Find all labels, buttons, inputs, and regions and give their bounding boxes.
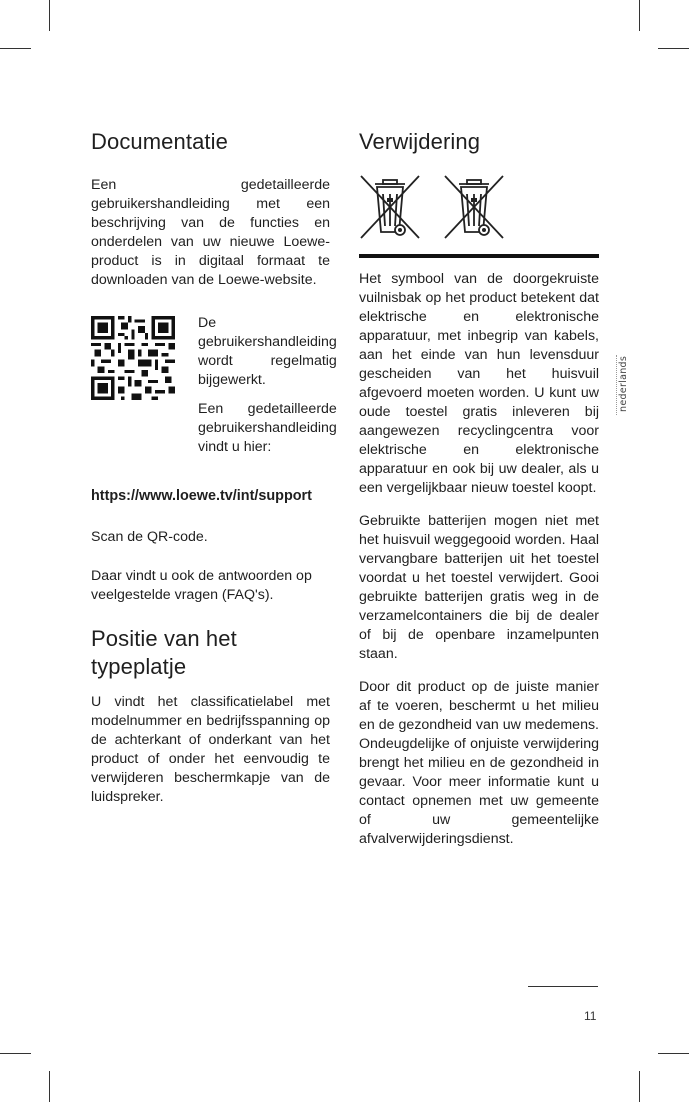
right-column (359, 128, 599, 863)
qr-text (198, 314, 337, 467)
support-link[interactable]: https://www.loewe.tv/int/support (91, 488, 312, 504)
weee-bar (359, 254, 599, 258)
typeplate-body: U vindt het classificatielabel met modelnummer en bedrijfsspanning op de achterkant of onderkant van het product of onder het eenvoudig te verwijderen beschermkapje van de luidspreker. (91, 694, 330, 805)
qr-code-icon (91, 314, 198, 467)
documentation-title: Documentatie (91, 129, 228, 154)
language-label-text: nederlands (618, 355, 629, 412)
qr-section (91, 314, 337, 467)
footer-rule (528, 986, 598, 987)
crop-mark (49, 1071, 50, 1102)
disposal-title: Verwijdering (359, 129, 481, 154)
crop-mark (639, 1071, 640, 1102)
crop-mark (658, 1053, 689, 1054)
crop-mark (49, 0, 50, 31)
weee-symbols (359, 174, 599, 240)
crop-mark (0, 48, 31, 49)
faq-text: Daar vindt u ook de antwoorden op veelgestelde vragen (FAQ's). (91, 568, 312, 603)
crop-mark (639, 0, 640, 31)
disposal-paragraph-2: Gebruikte batterijen mogen niet met het huisvuil weggegooid worden. Haal vervangbare batterijen uit het toestel voordat u het toestel verwijdert. Gooi gebruikte batterijen gratis weg in de verzamelcontainers die bij de dealer of bij de openbare inzamelpunten staan. (359, 513, 599, 662)
qr-note-find: Een gedetailleerde gebruikershandleiding vindt u hier: (198, 401, 337, 455)
qr-note-update: De gebruikershandleiding wordt regelmatig bijgewerkt. (198, 315, 337, 388)
page-number: 11 (584, 1009, 597, 1023)
crossed-out-bin-icon (443, 174, 505, 240)
crossed-out-bin-icon (359, 174, 421, 240)
scan-instruction: Scan de QR-code. (91, 529, 208, 545)
typeplate-title: Positie van het typeplatje (91, 626, 237, 679)
crop-mark (0, 1053, 31, 1054)
disposal-paragraph-3: Door dit product op de juiste manier af te voeren, beschermt u het milieu en de gezondheid van uw medemens. Ondeugdelijke of onjuiste verwijdering brengt het milieu en de gezondheid in gevaar. Voor meer informatie kunt u contact opnemen met uw gemeente of uw gemeentelijke afvalverwijderingsdienst. (359, 679, 599, 847)
language-label (616, 355, 676, 412)
crop-mark (658, 48, 689, 49)
left-column (91, 128, 337, 821)
disposal-paragraph-1: Het symbool van de doorgekruiste vuilnisbak op het product betekent dat elektrische en elektronische apparatuur, met inbegrip van kabels, aan het einde van hun levensduur gescheiden van het huisvuil afgevoerd moeten worden. U kunt uw oude toestel gratis inleveren bij aangewezen recyclingcentra voor elektrische en elektronische apparatuur en ook bij uw dealer, als u een vergelijkbaar nieuw toestel koopt. (359, 271, 599, 496)
documentation-intro: Een gedetailleerde gebruikershandleiding met een beschrijving van de functies en onderdelen van uw nieuwe Loewe-product is in digitaal formaat te downloaden van de Loewe-website. (91, 177, 330, 288)
